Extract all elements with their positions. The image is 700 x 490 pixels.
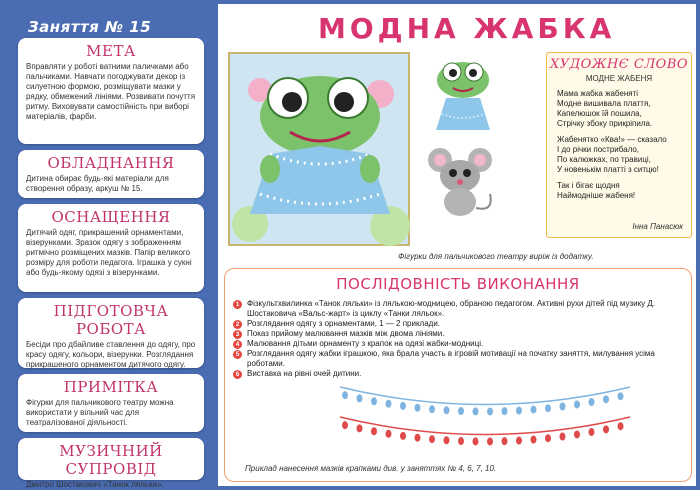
blue-dot <box>429 405 435 413</box>
step-item <box>233 319 687 329</box>
mouse-figure-icon <box>424 146 500 222</box>
blue-dot <box>531 406 537 414</box>
blue-dot <box>444 406 450 414</box>
card-goal-title: МЕТА <box>86 42 136 60</box>
step-text: Фізкультхвилинка «Танок ляльки» із лялькою-модницею, обраною педагогом. Активні рухи дітей під музику Д. Шостаковича «Вальс-жарт» із циклу «Танки ляльок». <box>247 299 656 318</box>
poem-line: Модне вишивала плаття, <box>557 99 651 108</box>
card-goal-text: Вправляти у роботі ватними паличками або пальчиками. Навчати погоджувати декор із силуетною формою, розміщувати мазки у рядку, обмежений лініями. Розвивати почуття ритму. Виховувати самостійність при виборі матеріалів, фарби. <box>26 62 196 121</box>
step-number-icon: 5 <box>233 350 242 359</box>
blue-dot <box>589 398 595 406</box>
poem-author: Інна Панасюк <box>632 222 683 231</box>
step-text: Виставка на рівні очей дитини. <box>247 369 362 378</box>
red-dot <box>574 430 580 438</box>
sidebar <box>8 8 202 489</box>
card-music-text: Дмитро Шостакович «Танок ляльки». <box>26 480 164 489</box>
red-dot <box>357 424 363 432</box>
blue-dot <box>603 395 609 403</box>
step-number-icon: 4 <box>233 340 242 349</box>
step-text: Малювання дітьми орнаменту з крапок на одязі жабки-модниці. <box>247 339 484 348</box>
frog-icon <box>230 54 408 244</box>
step-number-icon: 2 <box>233 320 242 329</box>
blue-dot <box>574 400 580 408</box>
blue-dot <box>371 397 377 405</box>
red-dot <box>371 427 377 435</box>
red-dot <box>458 437 464 445</box>
card-note-title: ПРИМІТКА <box>63 378 159 396</box>
blue-dot <box>342 391 348 399</box>
red-dot <box>415 434 421 442</box>
card-music-title: МУЗИЧНИЙ СУПРОВІД <box>59 442 163 478</box>
red-dot <box>516 437 522 445</box>
dot-pattern-illustration <box>335 377 635 457</box>
red-dot <box>386 430 392 438</box>
red-dot <box>545 434 551 442</box>
steps-heading: ПОСЛІДОВНІСТЬ ВИКОНАННЯ <box>336 275 580 293</box>
blue-dot <box>458 407 464 415</box>
example-note: Приклад нанесення мазків крапками див. у заняттях № 4, 6, 7, 10. <box>245 464 497 473</box>
red-dot <box>531 436 537 444</box>
card-equipment-text: Дитина обирає будь-які матеріали для створення образу, аркуш № 15. <box>26 174 169 193</box>
poem-line: У новенькім платті з ситцю! <box>557 165 659 174</box>
poem-box <box>546 52 692 238</box>
blue-dot <box>415 404 421 412</box>
blue-dot <box>618 392 624 400</box>
card-note-text: Фігурки для пальчикового театру можна використати у вільний час для театралізованої діяльності. <box>26 398 174 427</box>
blue-dot <box>502 407 508 415</box>
poem-line: І до річки пострибало, <box>557 145 640 154</box>
step-item <box>233 329 687 339</box>
red-dot <box>400 432 406 440</box>
blue-dot <box>357 394 363 402</box>
red-dot <box>589 428 595 436</box>
red-dot <box>618 422 624 430</box>
poem-line: Капелюшок їй пошила, <box>557 109 642 118</box>
red-dot <box>429 435 435 443</box>
red-dot <box>473 437 479 445</box>
step-text: Показ прийому малювання мазків між двома лініями. <box>247 329 445 338</box>
card-preparation-title: ПІДГОТОВЧА РОБОТА <box>53 302 169 338</box>
card-materials-title: ОСНАЩЕННЯ <box>51 208 171 226</box>
card-materials <box>18 204 204 292</box>
step-number-icon: 6 <box>233 370 242 379</box>
card-preparation-text: Бесіди про дбайливе ставлення до одягу, про красу одягу, кольори, візерунки. Розглядання прикрашеного орнаментом дитячого одягу. <box>26 340 196 369</box>
poem-heading: ХУДОЖНЄ СЛОВО <box>549 57 689 72</box>
blue-dot <box>560 403 566 411</box>
card-goal <box>18 38 204 144</box>
card-music <box>18 438 204 489</box>
step-text: Розглядання одягу з орнаментами, 1 — 2 приклади. <box>247 319 441 328</box>
lesson-number: Заняття № 15 <box>28 18 152 36</box>
main-panel <box>218 4 696 486</box>
poem-line: Стрічку збоку прикріпила. <box>557 119 653 128</box>
poem-line: По калюжках, по травиці, <box>557 155 651 164</box>
step-item <box>233 339 687 349</box>
red-dot <box>487 437 493 445</box>
red-dots <box>342 421 624 445</box>
poem-line: Жабенятко «Ква!» — сказало <box>557 135 667 144</box>
blue-dot <box>516 407 522 415</box>
steps-box <box>224 268 692 482</box>
poem-line: Наймодніше жабеня! <box>557 191 636 200</box>
card-materials-text: Дитячий одяг, прикрашений орнаментами, візерунками. Зразок одягу з зображенням ритмічно розміщених мазків. Папір великого розміру для роботи педагога. Іграшка у сукні або будь-якому одязі з візерунками. <box>26 228 192 277</box>
step-number-icon: 3 <box>233 330 242 339</box>
blue-dot <box>473 407 479 415</box>
blue-dots <box>342 391 624 415</box>
red-dot <box>502 437 508 445</box>
step-item <box>233 299 687 319</box>
poem-line: Мама жабка жабеняті <box>557 89 639 98</box>
step-item <box>233 349 687 369</box>
red-dot <box>444 436 450 444</box>
figures-caption: Фігурки для пальчикового театру виріж із додатку. <box>398 252 594 261</box>
small-frog-figure-icon <box>428 56 498 136</box>
red-dot <box>560 433 566 441</box>
blue-dot <box>545 404 551 412</box>
card-equipment <box>18 150 204 198</box>
frog-painting-illustration <box>228 52 410 246</box>
blue-dot <box>386 400 392 408</box>
card-equipment-title: ОБЛАДНАННЯ <box>47 154 175 172</box>
red-dot <box>342 421 348 429</box>
step-number-icon: 1 <box>233 300 242 309</box>
step-text: Розглядання одягу жабки іграшкою, яка брала участь в ігровій мотивації на початку заняття, милування усіма роботами. <box>247 349 655 368</box>
red-dot <box>603 425 609 433</box>
blue-dot <box>487 407 493 415</box>
page-title: МОДНА ЖАБКА <box>318 12 616 45</box>
blue-dot <box>400 402 406 410</box>
poem-title: МОДНЕ ЖАБЕНЯ <box>585 74 653 83</box>
poem-line: Так і бігає щодня <box>557 181 620 190</box>
card-preparation <box>18 298 204 368</box>
card-note <box>18 374 204 432</box>
